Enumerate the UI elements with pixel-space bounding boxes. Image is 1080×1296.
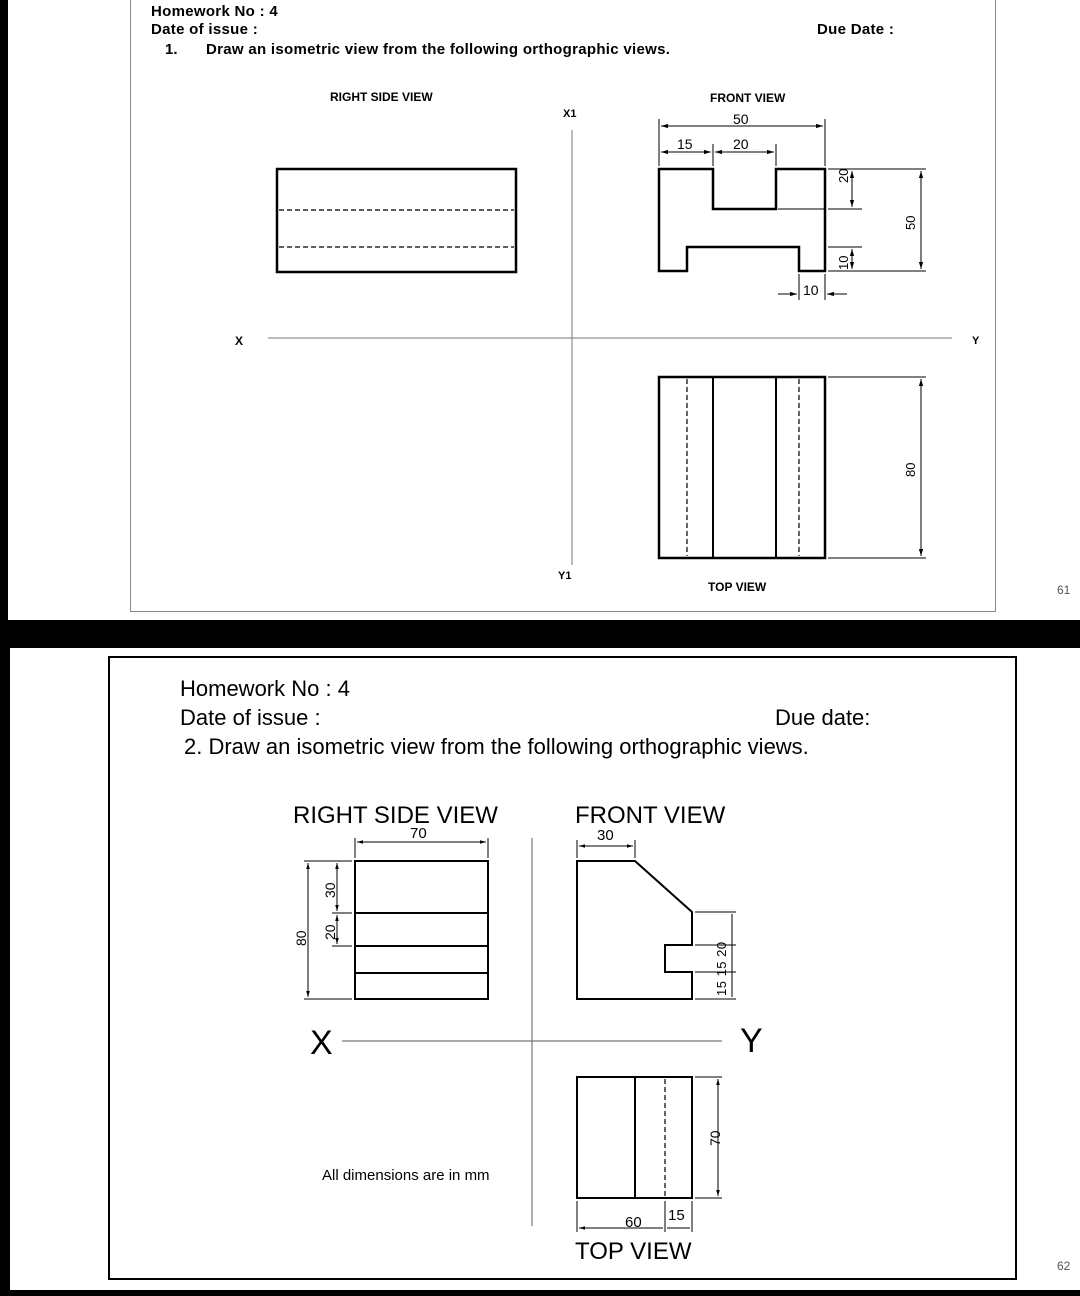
- p1-x1-label: X1: [563, 108, 577, 120]
- p2-right-side-view-label: RIGHT SIDE VIEW: [293, 802, 498, 829]
- p2-homework-no: Homework No : 4: [180, 676, 350, 701]
- p2-question-text: 2. Draw an isometric view from the following orthographic views.: [184, 734, 809, 759]
- page-2: [10, 648, 1080, 1290]
- p1-right-side-view: [277, 169, 516, 272]
- p2-top-view-label: TOP VIEW: [575, 1238, 692, 1265]
- p1-dim-10-height: 10: [836, 255, 851, 270]
- p2-dim-70-top: 70: [707, 1130, 723, 1146]
- p1-y1-label: Y1: [558, 570, 572, 582]
- p1-top-dims: [828, 377, 926, 558]
- p1-top-view: [659, 377, 825, 558]
- p1-question-number: 1.: [165, 41, 178, 58]
- p1-page-number: 61: [1057, 583, 1071, 597]
- p2-drawing: [10, 648, 1080, 1290]
- p1-x-label: X: [235, 334, 244, 348]
- p1-homework-no: Homework No : 4: [151, 3, 279, 20]
- p2-dim-20: 20: [322, 924, 338, 940]
- p2-front-view: [577, 861, 692, 999]
- p1-top-view-label: TOP VIEW: [708, 580, 767, 594]
- page-1: [0, 0, 1080, 620]
- p1-y-label: Y: [972, 335, 980, 347]
- p2-dim-70-side: 70: [410, 825, 427, 842]
- p1-due-date: Due Date :: [817, 21, 895, 38]
- p2-dim-60: 60: [625, 1214, 642, 1231]
- p2-date-of-issue: Date of issue :: [180, 705, 321, 730]
- p2-due-date: Due date:: [775, 705, 871, 730]
- p2-front-view-label: FRONT VIEW: [575, 802, 726, 829]
- p1-dim-15: 15: [677, 136, 693, 152]
- p2-right-side-view: [355, 861, 488, 999]
- p1-front-view-label: FRONT VIEW: [710, 91, 786, 105]
- p2-top-view: [577, 1077, 692, 1198]
- p1-dim-20-slot: 20: [733, 136, 749, 152]
- p1-dim-50-width: 50: [733, 111, 749, 127]
- p2-dim-80: 80: [293, 930, 309, 946]
- p2-front-dims: [577, 840, 736, 999]
- p2-dim-front-right: 15 15 20: [714, 941, 729, 996]
- p1-front-view: [659, 169, 825, 271]
- p1-right-side-view-label: RIGHT SIDE VIEW: [330, 90, 433, 104]
- p2-page-number: 62: [1057, 1259, 1071, 1273]
- p1-drawing: [0, 0, 1080, 620]
- p2-dim-30-front: 30: [597, 827, 614, 844]
- p2-side-dims: [304, 838, 488, 999]
- p1-dim-20-depth: 20: [836, 168, 851, 183]
- p1-dim-80-depth: 80: [903, 462, 918, 477]
- p1-date-of-issue: Date of issue :: [151, 21, 259, 38]
- p1-front-dims: [659, 119, 926, 300]
- p2-y-label: Y: [740, 1022, 763, 1060]
- p1-dim-50-height: 50: [903, 215, 918, 230]
- p2-x-label: X: [310, 1024, 333, 1062]
- p1-question-text: Draw an isometric view from the following orthographic views.: [206, 41, 671, 58]
- p1-dim-10-width: 10: [803, 282, 819, 298]
- p2-dim-30: 30: [322, 882, 338, 898]
- p2-top-dims: [577, 1077, 722, 1232]
- p2-dim-15: 15: [668, 1207, 685, 1224]
- p2-note: All dimensions are in mm: [322, 1167, 490, 1184]
